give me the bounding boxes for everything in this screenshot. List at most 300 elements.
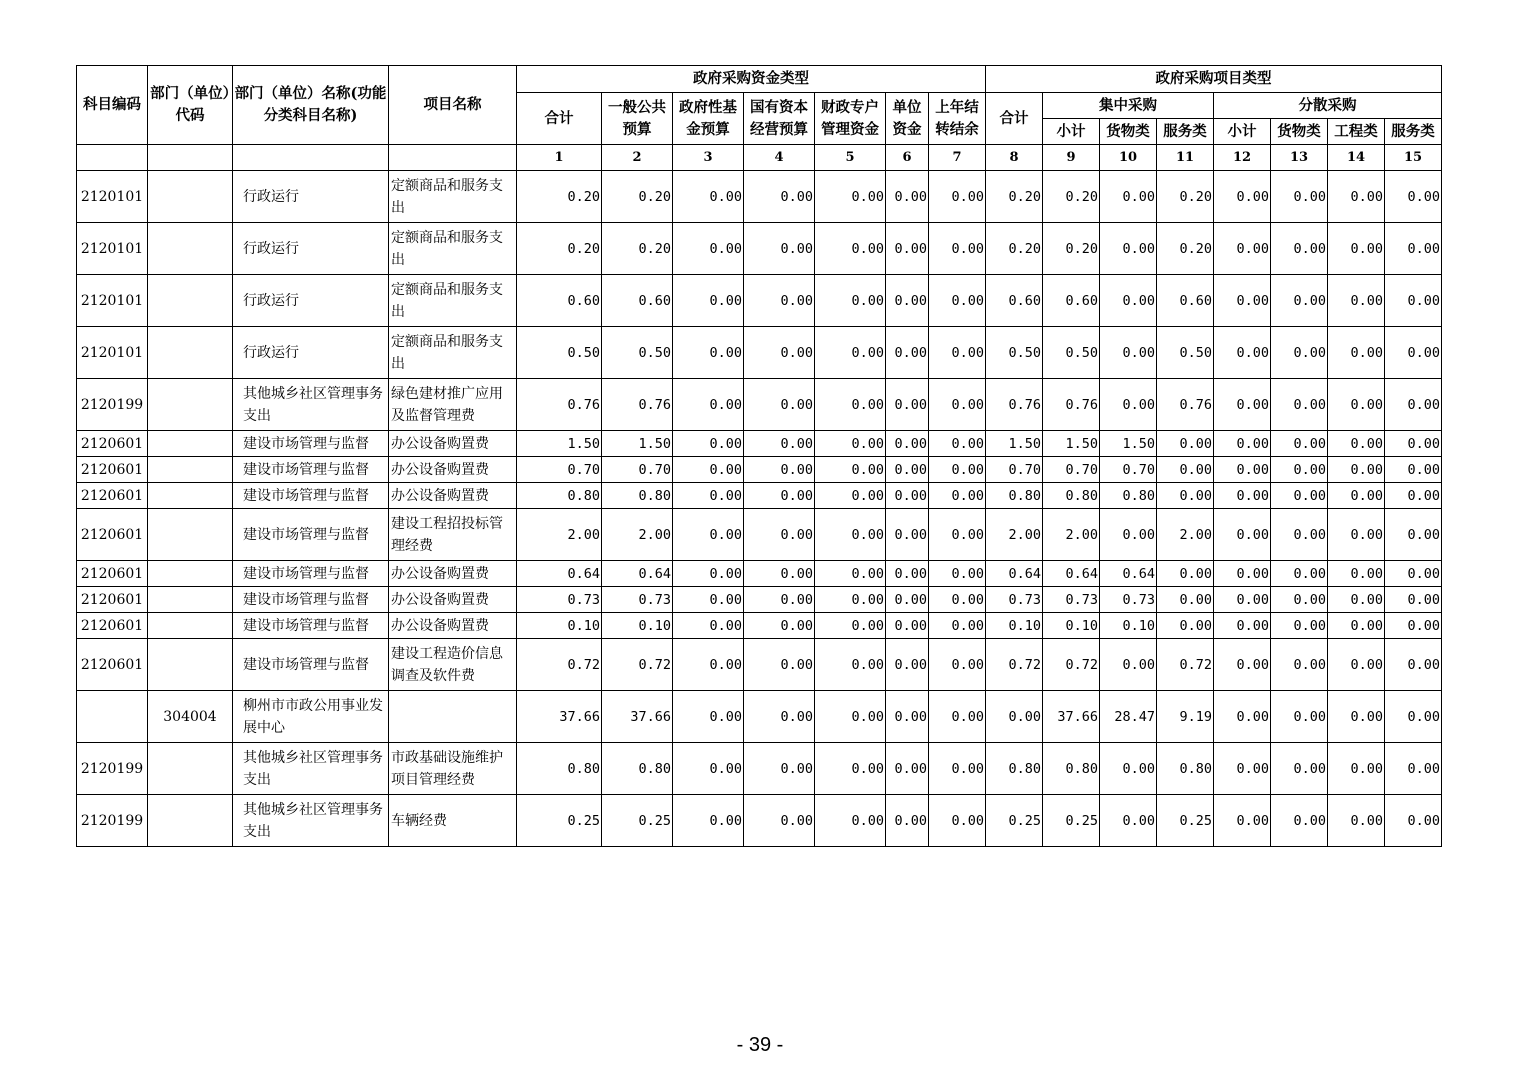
- value-cell: 0.00: [1271, 431, 1328, 457]
- dept-code-cell: [148, 639, 233, 691]
- value-cell: 0.00: [1100, 327, 1157, 379]
- fund-type-group-header: 政府采购资金类型: [517, 66, 986, 93]
- value-cell: 0.50: [602, 327, 673, 379]
- value-cell: 0.00: [929, 587, 986, 613]
- value-cell: 0.00: [886, 275, 929, 327]
- table-row: [77, 223, 1442, 275]
- value-cell: 0.00: [744, 561, 815, 587]
- subject-code-header: 科目编码: [77, 66, 148, 145]
- project-name-cell: 办公设备购置费: [389, 587, 517, 613]
- value-cell: 1.50: [517, 431, 602, 457]
- dept-name-cell: 建设市场管理与监督: [233, 587, 389, 613]
- value-cell: 0.00: [1328, 223, 1385, 275]
- value-cell: 0.00: [1100, 171, 1157, 223]
- value-cell: 0.00: [1214, 561, 1271, 587]
- central-procurement-header: 集中采购: [1043, 93, 1214, 119]
- project-name-header: 项目名称: [389, 66, 517, 145]
- value-cell: 0.00: [1328, 171, 1385, 223]
- value-cell: 0.00: [1214, 795, 1271, 847]
- value-cell: 0.00: [1214, 691, 1271, 743]
- value-cell: 0.00: [1271, 743, 1328, 795]
- value-cell: 0.70: [986, 457, 1043, 483]
- value-cell: 1.50: [602, 431, 673, 457]
- value-cell: 0.00: [1157, 483, 1214, 509]
- dispersed-col-header: 工程类: [1328, 119, 1385, 145]
- value-cell: 0.10: [986, 613, 1043, 639]
- value-cell: 0.00: [929, 457, 986, 483]
- value-cell: 0.76: [986, 379, 1043, 431]
- table-row: [77, 509, 1442, 561]
- value-cell: 1.50: [1100, 431, 1157, 457]
- value-cell: 0.80: [517, 483, 602, 509]
- column-index-row: [77, 145, 1442, 171]
- value-cell: 0.00: [1328, 561, 1385, 587]
- value-cell: 0.00: [886, 457, 929, 483]
- value-cell: 0.00: [1214, 587, 1271, 613]
- value-cell: 0.00: [1157, 561, 1214, 587]
- value-cell: 0.00: [744, 431, 815, 457]
- value-cell: 0.00: [886, 483, 929, 509]
- value-cell: 0.00: [1214, 509, 1271, 561]
- dept-name-cell: 建设市场管理与监督: [233, 483, 389, 509]
- value-cell: 0.00: [886, 561, 929, 587]
- value-cell: 0.00: [929, 561, 986, 587]
- value-cell: 0.50: [517, 327, 602, 379]
- value-cell: 0.00: [1385, 509, 1442, 561]
- value-cell: 0.00: [886, 587, 929, 613]
- value-cell: 0.00: [929, 171, 986, 223]
- value-cell: 0.60: [517, 275, 602, 327]
- dept-name-header: 部门（单位）名称(功能分类科目名称): [233, 66, 389, 145]
- project-name-cell: 建设工程招投标管理经费: [389, 509, 517, 561]
- value-cell: 37.66: [517, 691, 602, 743]
- dept-code-cell: [148, 171, 233, 223]
- value-cell: 1.50: [986, 431, 1043, 457]
- value-cell: 0.64: [1043, 561, 1100, 587]
- value-cell: 0.73: [602, 587, 673, 613]
- value-cell: 0.00: [886, 379, 929, 431]
- value-cell: 2.00: [1043, 509, 1100, 561]
- value-cell: 0.00: [1271, 587, 1328, 613]
- value-cell: 37.66: [1043, 691, 1100, 743]
- value-cell: 0.50: [986, 327, 1043, 379]
- value-cell: 0.00: [673, 509, 744, 561]
- central-col-header: 小计: [1043, 119, 1100, 145]
- value-cell: 0.00: [1385, 223, 1442, 275]
- value-cell: 0.00: [929, 275, 986, 327]
- subject-code-cell: 2120601: [77, 431, 148, 457]
- value-cell: 0.25: [986, 795, 1043, 847]
- dept-code-cell: 304004: [148, 691, 233, 743]
- value-cell: 0.00: [1271, 561, 1328, 587]
- value-cell: 0.20: [986, 223, 1043, 275]
- value-cell: 0.20: [1043, 223, 1100, 275]
- value-cell: 0.00: [886, 223, 929, 275]
- value-cell: 0.00: [1271, 275, 1328, 327]
- value-cell: 0.70: [602, 457, 673, 483]
- value-cell: 0.80: [1043, 483, 1100, 509]
- value-cell: 0.00: [1328, 457, 1385, 483]
- value-cell: 0.00: [1100, 223, 1157, 275]
- value-cell: 0.00: [929, 431, 986, 457]
- value-cell: 0.00: [1328, 639, 1385, 691]
- project-name-cell: 绿色建材推广应用及监督管理费: [389, 379, 517, 431]
- value-cell: 0.00: [929, 743, 986, 795]
- value-cell: 0.00: [1157, 613, 1214, 639]
- value-cell: 0.00: [886, 639, 929, 691]
- value-cell: 0.10: [1043, 613, 1100, 639]
- dept-name-cell: 建设市场管理与监督: [233, 613, 389, 639]
- value-cell: 0.25: [517, 795, 602, 847]
- value-cell: 0.00: [1100, 743, 1157, 795]
- procurement-table: [76, 65, 1442, 847]
- value-cell: 0.00: [673, 171, 744, 223]
- value-cell: 0.00: [1214, 171, 1271, 223]
- value-cell: 0.80: [986, 743, 1043, 795]
- value-cell: 0.00: [1100, 275, 1157, 327]
- value-cell: 0.00: [1271, 457, 1328, 483]
- value-cell: 0.00: [1271, 509, 1328, 561]
- fund-col-header: 上年结转结余: [929, 93, 986, 145]
- value-cell: 0.00: [929, 327, 986, 379]
- value-cell: 0.00: [673, 795, 744, 847]
- value-cell: 0.00: [886, 431, 929, 457]
- value-cell: 0.00: [673, 639, 744, 691]
- value-cell: 0.80: [602, 743, 673, 795]
- value-cell: 0.00: [1328, 379, 1385, 431]
- value-cell: 0.00: [815, 509, 886, 561]
- value-cell: 0.73: [1100, 587, 1157, 613]
- value-cell: 0.00: [1271, 483, 1328, 509]
- value-cell: 0.00: [1214, 223, 1271, 275]
- value-cell: 0.00: [1385, 561, 1442, 587]
- value-cell: 0.00: [815, 327, 886, 379]
- column-index: 9: [1043, 145, 1100, 171]
- value-cell: 0.00: [744, 457, 815, 483]
- value-cell: 0.72: [602, 639, 673, 691]
- value-cell: 0.80: [517, 743, 602, 795]
- value-cell: 0.00: [1214, 275, 1271, 327]
- value-cell: 0.00: [815, 223, 886, 275]
- value-cell: 0.72: [1157, 639, 1214, 691]
- value-cell: 0.00: [1328, 509, 1385, 561]
- value-cell: 0.00: [744, 327, 815, 379]
- value-cell: 0.00: [1328, 691, 1385, 743]
- value-cell: 0.10: [602, 613, 673, 639]
- value-cell: 0.76: [1157, 379, 1214, 431]
- value-cell: 0.00: [1214, 743, 1271, 795]
- value-cell: 0.50: [1157, 327, 1214, 379]
- value-cell: 0.00: [1271, 171, 1328, 223]
- value-cell: 0.00: [1385, 431, 1442, 457]
- value-cell: 0.60: [602, 275, 673, 327]
- value-cell: 0.00: [929, 509, 986, 561]
- column-index: 13: [1271, 145, 1328, 171]
- value-cell: 0.00: [1157, 587, 1214, 613]
- value-cell: 0.00: [886, 509, 929, 561]
- value-cell: 0.73: [1043, 587, 1100, 613]
- value-cell: 0.00: [1328, 613, 1385, 639]
- column-index: 10: [1100, 145, 1157, 171]
- table-row: [77, 561, 1442, 587]
- value-cell: 0.00: [1271, 379, 1328, 431]
- value-cell: 0.00: [1385, 483, 1442, 509]
- fund-col-header: 一般公共预算: [602, 93, 673, 145]
- value-cell: 0.00: [1385, 743, 1442, 795]
- value-cell: 0.00: [815, 275, 886, 327]
- dept-name-cell: 行政运行: [233, 223, 389, 275]
- column-index: 6: [886, 145, 929, 171]
- fund-col-header: 国有资本经营预算: [744, 93, 815, 145]
- value-cell: 2.00: [986, 509, 1043, 561]
- fund-col-header: 政府性基金预算: [673, 93, 744, 145]
- column-index: 14: [1328, 145, 1385, 171]
- value-cell: 0.00: [1214, 327, 1271, 379]
- value-cell: 0.20: [602, 223, 673, 275]
- project-name-cell: 定额商品和服务支出: [389, 275, 517, 327]
- project-name-cell: 办公设备购置费: [389, 561, 517, 587]
- value-cell: 0.20: [1157, 171, 1214, 223]
- value-cell: 0.00: [815, 483, 886, 509]
- value-cell: 0.70: [1043, 457, 1100, 483]
- subject-code-cell: 2120101: [77, 275, 148, 327]
- dept-name-cell: 建设市场管理与监督: [233, 457, 389, 483]
- project-name-cell: 车辆经费: [389, 795, 517, 847]
- value-cell: 0.00: [673, 483, 744, 509]
- project-total-header: 合计: [986, 93, 1043, 145]
- value-cell: 0.00: [815, 457, 886, 483]
- table-row: [77, 613, 1442, 639]
- table-row: [77, 483, 1442, 509]
- column-index: 7: [929, 145, 986, 171]
- central-col-header: 服务类: [1157, 119, 1214, 145]
- value-cell: 0.00: [744, 691, 815, 743]
- value-cell: 0.00: [744, 639, 815, 691]
- value-cell: 0.00: [1100, 379, 1157, 431]
- column-index: 5: [815, 145, 886, 171]
- value-cell: 0.00: [886, 743, 929, 795]
- value-cell: 0.00: [815, 431, 886, 457]
- value-cell: 0.00: [1271, 795, 1328, 847]
- dispersed-col-header: 小计: [1214, 119, 1271, 145]
- value-cell: 0.00: [744, 275, 815, 327]
- dept-name-cell: 建设市场管理与监督: [233, 561, 389, 587]
- subject-code-cell: 2120101: [77, 171, 148, 223]
- value-cell: 0.00: [1100, 509, 1157, 561]
- value-cell: 0.00: [886, 171, 929, 223]
- value-cell: 0.80: [1043, 743, 1100, 795]
- value-cell: 0.73: [517, 587, 602, 613]
- value-cell: 0.60: [1043, 275, 1100, 327]
- value-cell: 0.00: [1328, 431, 1385, 457]
- value-cell: 0.20: [1043, 171, 1100, 223]
- value-cell: 0.00: [815, 613, 886, 639]
- value-cell: 0.25: [1157, 795, 1214, 847]
- subject-code-cell: 2120199: [77, 743, 148, 795]
- value-cell: 0.00: [673, 587, 744, 613]
- dept-code-cell: [148, 795, 233, 847]
- table-row: [77, 743, 1442, 795]
- value-cell: 0.00: [744, 613, 815, 639]
- value-cell: 0.72: [1043, 639, 1100, 691]
- dept-code-cell: [148, 561, 233, 587]
- column-index: 15: [1385, 145, 1442, 171]
- value-cell: 0.00: [815, 171, 886, 223]
- value-cell: 0.00: [815, 743, 886, 795]
- subject-code-cell: 2120101: [77, 223, 148, 275]
- project-type-group-header: 政府采购项目类型: [986, 66, 1442, 93]
- table-row: [77, 587, 1442, 613]
- project-name-cell: 市政基础设施维护项目管理经费: [389, 743, 517, 795]
- dept-code-cell: [148, 743, 233, 795]
- value-cell: 0.00: [815, 639, 886, 691]
- value-cell: 0.00: [1328, 327, 1385, 379]
- dept-name-cell: 建设市场管理与监督: [233, 509, 389, 561]
- table-header: [77, 66, 1442, 171]
- value-cell: 0.00: [929, 483, 986, 509]
- value-cell: 0.00: [815, 691, 886, 743]
- value-cell: 0.00: [1328, 795, 1385, 847]
- value-cell: 28.47: [1100, 691, 1157, 743]
- value-cell: 0.00: [1271, 613, 1328, 639]
- value-cell: 0.50: [1043, 327, 1100, 379]
- value-cell: 0.20: [602, 171, 673, 223]
- value-cell: 0.70: [517, 457, 602, 483]
- value-cell: 0.80: [1100, 483, 1157, 509]
- value-cell: 0.00: [673, 561, 744, 587]
- dept-name-cell: 其他城乡社区管理事务支出: [233, 743, 389, 795]
- value-cell: 0.00: [1328, 483, 1385, 509]
- page-number: - 39 -: [736, 1034, 784, 1056]
- dispersed-col-header: 货物类: [1271, 119, 1328, 145]
- value-cell: 0.00: [1157, 457, 1214, 483]
- value-cell: 2.00: [602, 509, 673, 561]
- value-cell: 0.00: [815, 379, 886, 431]
- value-cell: 0.00: [815, 795, 886, 847]
- value-cell: 0.00: [1271, 691, 1328, 743]
- value-cell: 0.00: [1385, 275, 1442, 327]
- value-cell: 0.00: [886, 691, 929, 743]
- value-cell: 0.00: [673, 327, 744, 379]
- value-cell: 0.00: [673, 379, 744, 431]
- dept-code-cell: [148, 483, 233, 509]
- value-cell: 0.00: [744, 587, 815, 613]
- value-cell: 0.00: [986, 691, 1043, 743]
- project-name-cell: 建设工程造价信息调查及软件费: [389, 639, 517, 691]
- value-cell: 0.00: [929, 379, 986, 431]
- value-cell: 0.00: [1385, 171, 1442, 223]
- value-cell: 0.00: [1385, 795, 1442, 847]
- value-cell: 0.80: [1157, 743, 1214, 795]
- value-cell: 0.00: [673, 223, 744, 275]
- value-cell: 2.00: [517, 509, 602, 561]
- value-cell: 2.00: [1157, 509, 1214, 561]
- value-cell: 0.00: [815, 587, 886, 613]
- value-cell: 0.64: [602, 561, 673, 587]
- value-cell: 0.00: [886, 613, 929, 639]
- subject-code-cell: 2120101: [77, 327, 148, 379]
- value-cell: 0.64: [517, 561, 602, 587]
- table-row: [77, 795, 1442, 847]
- value-cell: 0.00: [673, 691, 744, 743]
- value-cell: 0.00: [1214, 457, 1271, 483]
- table-row: [77, 639, 1442, 691]
- fund-col-header: 单位资金: [886, 93, 929, 145]
- value-cell: 0.00: [886, 795, 929, 847]
- value-cell: 0.20: [517, 171, 602, 223]
- dispersed-col-header: 服务类: [1385, 119, 1442, 145]
- column-index: 3: [673, 145, 744, 171]
- column-index: 4: [744, 145, 815, 171]
- value-cell: 0.00: [1100, 639, 1157, 691]
- value-cell: 0.70: [1100, 457, 1157, 483]
- value-cell: 0.60: [986, 275, 1043, 327]
- value-cell: 0.00: [673, 275, 744, 327]
- value-cell: 0.00: [929, 795, 986, 847]
- table-row: [77, 431, 1442, 457]
- value-cell: 0.76: [1043, 379, 1100, 431]
- value-cell: 0.00: [1214, 639, 1271, 691]
- dept-code-cell: [148, 457, 233, 483]
- subject-code-cell: 2120601: [77, 587, 148, 613]
- value-cell: 0.00: [1271, 639, 1328, 691]
- column-index: 1: [517, 145, 602, 171]
- value-cell: 0.00: [1157, 431, 1214, 457]
- subject-code-cell: [77, 691, 148, 743]
- value-cell: 37.66: [602, 691, 673, 743]
- project-name-cell: 办公设备购置费: [389, 431, 517, 457]
- value-cell: 0.00: [1271, 327, 1328, 379]
- table-row: [77, 691, 1442, 743]
- value-cell: 0.00: [673, 457, 744, 483]
- value-cell: 0.00: [744, 483, 815, 509]
- subject-code-cell: 2120601: [77, 483, 148, 509]
- value-cell: 0.00: [744, 171, 815, 223]
- subject-code-cell: 2120601: [77, 509, 148, 561]
- project-name-cell: [389, 691, 517, 743]
- fund-col-header: 财政专户管理资金: [815, 93, 886, 145]
- value-cell: 0.00: [1214, 613, 1271, 639]
- value-cell: 0.00: [673, 431, 744, 457]
- dept-code-cell: [148, 275, 233, 327]
- subject-code-cell: 2120199: [77, 795, 148, 847]
- project-name-cell: 办公设备购置费: [389, 457, 517, 483]
- value-cell: 0.25: [602, 795, 673, 847]
- value-cell: 0.00: [929, 639, 986, 691]
- central-col-header: 货物类: [1100, 119, 1157, 145]
- subject-code-cell: 2120601: [77, 639, 148, 691]
- value-cell: 0.10: [1100, 613, 1157, 639]
- column-index: 2: [602, 145, 673, 171]
- value-cell: 0.00: [886, 327, 929, 379]
- value-cell: 0.00: [1100, 795, 1157, 847]
- dept-name-cell: 其他城乡社区管理事务支出: [233, 795, 389, 847]
- value-cell: 0.00: [1214, 379, 1271, 431]
- value-cell: 0.72: [986, 639, 1043, 691]
- value-cell: 0.80: [986, 483, 1043, 509]
- value-cell: 0.00: [1385, 587, 1442, 613]
- dept-code-cell: [148, 509, 233, 561]
- dept-name-cell: 其他城乡社区管理事务支出: [233, 379, 389, 431]
- value-cell: 0.00: [929, 613, 986, 639]
- value-cell: 0.00: [1385, 327, 1442, 379]
- dept-name-cell: 建设市场管理与监督: [233, 639, 389, 691]
- value-cell: 0.20: [1157, 223, 1214, 275]
- value-cell: 0.76: [602, 379, 673, 431]
- value-cell: 0.00: [673, 743, 744, 795]
- table-row: [77, 457, 1442, 483]
- value-cell: 0.00: [1385, 613, 1442, 639]
